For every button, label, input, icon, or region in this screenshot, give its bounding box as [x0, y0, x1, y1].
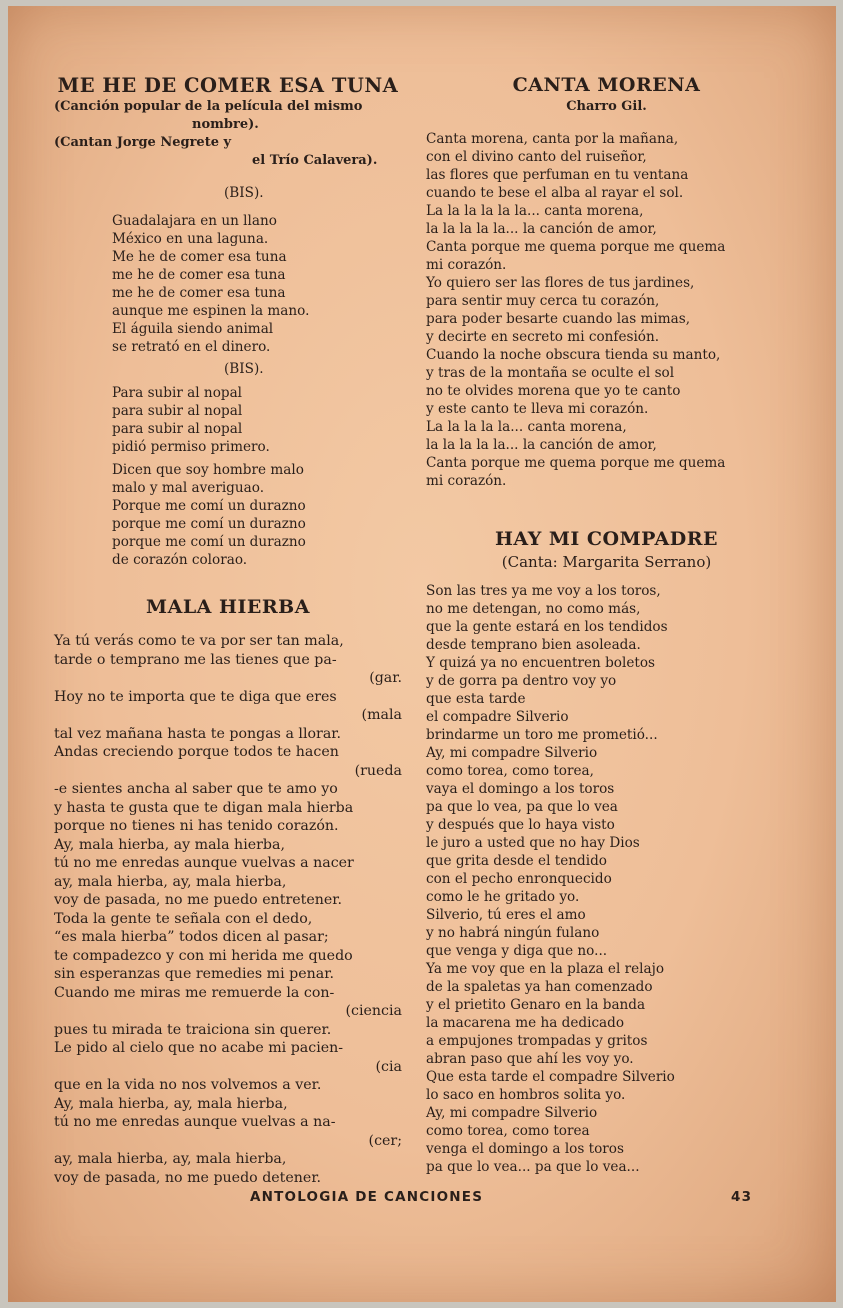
- lyric-line: Que esta tarde el compadre Silverio: [426, 1069, 675, 1085]
- lyric-line: Toda la gente te señala con el dedo,: [54, 910, 313, 927]
- lyric-line: de corazón colorao.: [112, 552, 248, 568]
- lyric-line: La la la la la... canta morena,: [426, 419, 627, 435]
- lyric-line: voy de pasada, no me puedo entretener.: [54, 892, 342, 908]
- lyric-line: sin esperanzas que remedies mi penar.: [54, 966, 334, 982]
- lyric-line: Ay, mi compadre Silverio: [426, 745, 598, 761]
- lyric-line: Yo quiero ser las flores de tus jardines,: [426, 275, 695, 291]
- lyric-line: me he de comer esa tuna: [112, 267, 286, 283]
- lyric-line: Ay, mala hierba, ay mala hierba,: [54, 836, 285, 853]
- lyric-line: La la la la la la... canta morena,: [426, 203, 644, 219]
- lyric-line: no me detengan, no como más,: [426, 601, 641, 617]
- lyric-line: desde temprano bien asoleada.: [426, 637, 641, 653]
- lyric-line: (gar.: [369, 670, 402, 686]
- lyric-line: lo saco en hombros solita yo.: [426, 1087, 626, 1103]
- lyric-line: y después que lo haya visto: [426, 817, 615, 833]
- lyrics-block: [426, 582, 788, 1176]
- lyric-line: porque me comí un durazno: [112, 534, 306, 550]
- credit-line: nombre).: [192, 117, 259, 132]
- lyric-line: Silverio, tú eres el amo: [426, 907, 586, 923]
- songbook-page: [8, 6, 836, 1302]
- lyric-line: ay, mala hierba, ay, mala hierba,: [54, 873, 287, 890]
- lyric-line: y el prietito Genaro en la banda: [426, 997, 646, 1013]
- lyric-line: que esta tarde: [426, 691, 526, 707]
- song-title: MALA HIERBA: [146, 596, 310, 618]
- song-singer: (Canta: Margarita Serrano): [501, 553, 712, 571]
- lyric-line: vaya el domingo a los toros: [426, 781, 615, 797]
- stanza: [112, 461, 306, 569]
- lyric-line: Dicen que soy hombre malo: [112, 462, 304, 478]
- lyric-line: la la la la la... la canción de amor,: [426, 221, 657, 237]
- lyric-line: que la gente estará en los tendidos: [426, 619, 668, 635]
- lyric-line: tú no me enredas aunque vuelvas a nacer: [54, 855, 354, 871]
- lyric-line: te compadezco y con mi herida me quedo: [54, 947, 353, 964]
- stanza: [112, 384, 270, 456]
- lyric-line: le juro a usted que no hay Dios: [426, 835, 640, 851]
- lyric-line: abran paso que ahí les voy yo.: [426, 1051, 634, 1067]
- lyric-line: para subir al nopal: [112, 421, 243, 437]
- lyric-line: cuando te bese el alba al rayar el sol.: [426, 185, 684, 201]
- song-author: Charro Gil.: [566, 99, 647, 114]
- page-number: 43: [731, 1189, 753, 1205]
- bis-marker: (BIS).: [224, 185, 264, 201]
- lyric-line: no te olvides morena que yo te canto: [426, 383, 681, 399]
- lyric-line: Ya me voy que en la plaza el relajo: [426, 961, 665, 977]
- lyric-line: (rueda: [354, 762, 402, 779]
- lyric-line: México en una laguna.: [112, 231, 269, 247]
- lyric-line: con el pecho enronquecido: [426, 871, 612, 887]
- lyric-line: Para subir al nopal: [112, 385, 243, 401]
- lyric-line: (mala: [361, 707, 402, 723]
- lyric-line: tú no me enredas aunque vuelvas a na-: [54, 1114, 336, 1130]
- lyric-line: Ay, mala hierba, ay, mala hierba,: [54, 1095, 288, 1112]
- lyric-line: mi corazón.: [426, 257, 507, 273]
- lyric-line: me he de comer esa tuna: [112, 285, 286, 301]
- lyric-line: mi corazón.: [426, 473, 507, 489]
- lyric-line: para poder besarte cuando las mimas,: [426, 311, 691, 327]
- lyric-line: a empujones trompadas y gritos: [426, 1033, 648, 1049]
- lyric-line: que en la vida no nos volvemos a ver.: [54, 1077, 322, 1093]
- lyric-line: Andas creciendo porque todos te hacen: [54, 744, 339, 760]
- lyric-line: la macarena me ha dedicado: [426, 1015, 625, 1031]
- lyric-line: tarde o temprano me las tienes que pa-: [54, 651, 337, 668]
- lyric-line: para subir al nopal: [112, 403, 243, 419]
- song-title: ME HE DE COMER ESA TUNA: [57, 74, 399, 97]
- lyric-line: El águila siendo animal: [112, 321, 274, 337]
- song-credits: [54, 98, 406, 170]
- lyric-line: de la spaletas ya han comenzado: [426, 979, 653, 995]
- lyric-line: pa que lo vea... pa que lo vea...: [426, 1159, 640, 1175]
- lyric-line: (cia: [375, 1058, 402, 1075]
- lyric-line: Hoy no te importa que te diga que eres: [54, 688, 337, 705]
- lyric-line: Son las tres ya me voy a los toros,: [426, 583, 661, 599]
- lyric-line: -e sientes ancha al saber que te amo yo: [54, 781, 338, 797]
- lyric-line: Y quizá ya no encuentren boletos: [426, 655, 656, 671]
- lyric-line: y no habrá ningún fulano: [426, 925, 600, 941]
- lyric-line: Canta porque me quema porque me quema: [426, 239, 726, 255]
- lyric-line: para sentir muy cerca tu corazón,: [426, 293, 660, 309]
- lyric-line: Ya tú verás como te va por ser tan mala,: [54, 633, 344, 649]
- lyric-line: Canta porque me quema porque me quema: [426, 455, 726, 471]
- lyric-line: y este canto te lleva mi corazón.: [426, 401, 649, 417]
- lyric-line: Guadalajara en un llano: [112, 213, 277, 229]
- lyric-line: venga el domingo a los toros: [426, 1141, 624, 1157]
- lyric-line: y decirte en secreto mi confesión.: [426, 329, 660, 345]
- lyric-line: como torea, como torea: [426, 1123, 590, 1139]
- lyric-line: y hasta te gusta que te digan mala hierba: [54, 799, 354, 816]
- lyric-line: pidió permiso primero.: [112, 439, 270, 455]
- lyric-line: y de gorra pa dentro voy yo: [426, 673, 617, 689]
- lyric-line: que venga y diga que no...: [426, 943, 608, 959]
- lyrics-block: [54, 632, 402, 1187]
- lyric-line: “es mala hierba” todos dicen al pasar;: [54, 929, 329, 945]
- lyric-line: pa que lo vea, pa que lo vea: [426, 799, 618, 815]
- lyric-line: y tras de la montaña se oculte el sol: [426, 365, 675, 381]
- lyric-line: Porque me comí un durazno: [112, 498, 306, 514]
- bis-marker: (BIS).: [224, 361, 264, 377]
- credit-line: (Cantan Jorge Negrete y: [54, 135, 232, 150]
- lyric-line: porque no tienes ni has tenido corazón.: [54, 818, 339, 834]
- lyric-line: con el divino canto del ruiseñor,: [426, 149, 647, 165]
- lyric-line: malo y mal averiguao.: [112, 480, 265, 496]
- song-title: HAY MI COMPADRE: [494, 528, 719, 550]
- lyrics-block: [426, 130, 788, 490]
- lyric-line: (cer;: [368, 1132, 402, 1149]
- lyric-line: tal vez mañana hasta te pongas a llorar.: [54, 725, 342, 742]
- lyric-line: Canta morena, canta por la mañana,: [426, 131, 679, 147]
- lyric-line: el compadre Silverio: [426, 709, 569, 725]
- lyric-line: brindarme un toro me prometió...: [426, 727, 658, 743]
- lyric-line: pues tu mirada te traiciona sin querer.: [54, 1021, 332, 1038]
- lyric-line: Me he de comer esa tuna: [112, 249, 287, 265]
- lyric-line: Le pido al cielo que no acabe mi pacien-: [54, 1040, 344, 1056]
- lyric-line: las flores que perfuman en tu ventana: [426, 167, 689, 183]
- lyric-line: se retrató en el dinero.: [112, 339, 271, 355]
- song-title: CANTA MORENA: [512, 74, 701, 96]
- lyric-line: Cuando me miras me remuerde la con-: [54, 984, 335, 1001]
- lyric-line: como torea, como torea,: [426, 763, 594, 779]
- stanza: [112, 212, 309, 356]
- lyric-line: como le he gritado yo.: [426, 889, 580, 905]
- lyric-line: aunque me espinen la mano.: [112, 303, 310, 319]
- lyric-line: voy de pasada, no me puedo detener.: [54, 1169, 322, 1186]
- credit-line: el Trío Calavera).: [252, 153, 378, 168]
- credit-line: (Canción popular de la película del mismo: [54, 99, 363, 114]
- lyric-line: Ay, mi compadre Silverio: [426, 1105, 598, 1121]
- lyric-line: Cuando la noche obscura tienda su manto,: [426, 347, 721, 363]
- lyric-line: que grita desde el tendido: [426, 853, 607, 869]
- lyric-line: la la la la la... la canción de amor,: [426, 437, 657, 453]
- book-title: ANTOLOGIA DE CANCIONES: [250, 1189, 484, 1205]
- lyric-line: (ciencia: [345, 1003, 402, 1019]
- lyric-line: porque me comí un durazno: [112, 516, 306, 532]
- lyric-line: ay, mala hierba, ay, mala hierba,: [54, 1151, 287, 1167]
